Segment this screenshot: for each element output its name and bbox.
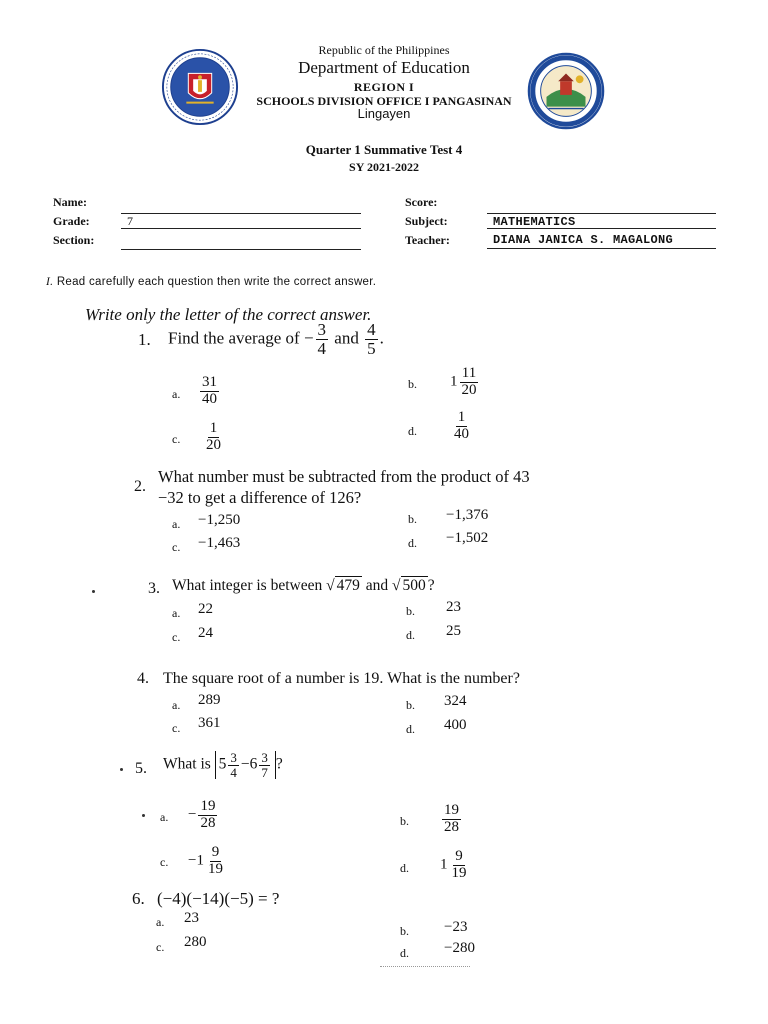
q6-option-c[interactable]: 280: [184, 934, 207, 950]
question-3-number: 3.: [148, 580, 160, 597]
q4-option-b-letter: b.: [406, 698, 415, 712]
q1-option-b-letter: b.: [408, 377, 417, 391]
q5-option-a[interactable]: − $\frac{19}{28}$: [188, 798, 216, 831]
region-line: REGION I: [353, 80, 415, 94]
q2-option-d[interactable]: −1,502: [446, 530, 489, 546]
score-field[interactable]: [487, 199, 716, 213]
q1-option-d[interactable]: $\frac{1}{40}$: [454, 409, 469, 442]
q2-option-a[interactable]: −1,250: [198, 512, 241, 528]
school-year: SY 2021-2022: [349, 160, 419, 174]
scan-dot: [92, 590, 95, 593]
q1-option-b[interactable]: 1 $\frac{11}{20}$: [450, 365, 477, 398]
question-3-text: What integer is between √ 479 and √ 500 ?: [172, 577, 435, 594]
q4-option-c-letter: c.: [172, 721, 181, 735]
scan-edge-line: [380, 966, 470, 967]
question-1-number: 1.: [138, 330, 151, 349]
question-5-text: What is 5 $\frac{3}{4}$ −6 $\frac{3}{7}$ ?: [163, 750, 283, 780]
question-4-number: 4.: [137, 670, 149, 687]
q5-option-a-letter: a.: [160, 810, 169, 824]
town-line: Lingayen: [357, 106, 411, 121]
subject-field[interactable]: MATHEMATICS: [487, 213, 716, 229]
q6-option-b-letter: b.: [400, 924, 409, 938]
name-field[interactable]: [121, 199, 361, 214]
section-field[interactable]: [121, 235, 361, 250]
q2-option-b[interactable]: −1,376: [446, 507, 489, 523]
q4-option-d-letter: d.: [406, 722, 415, 736]
q1-option-c-letter: c.: [172, 432, 181, 446]
questions-scan-area: [70, 296, 640, 964]
question-4-text: The square root of a number is 19. What is the number?: [163, 670, 520, 687]
q1-option-c[interactable]: $\frac{1}{20}$: [206, 420, 221, 453]
q2-option-c[interactable]: −1,463: [198, 535, 241, 551]
question-2-text-line1: What number must be subtracted from the product of 43: [158, 467, 530, 486]
q2-option-a-letter: a.: [172, 517, 181, 531]
q5-option-c-letter: c.: [160, 855, 169, 869]
q1-option-a[interactable]: $\frac{31}{40}$: [202, 374, 217, 407]
q5-option-d[interactable]: 1 $\frac{9}{19}$: [440, 848, 467, 881]
department-title: Department of Education: [298, 58, 470, 77]
q5-option-d-letter: d.: [400, 861, 409, 875]
q4-option-a[interactable]: 289: [198, 692, 221, 708]
republic-line: Republic of the Philippines: [318, 43, 450, 57]
instruction-line: [46, 276, 376, 288]
q5-option-b[interactable]: $\frac{19}{28}$: [444, 802, 459, 835]
q4-option-d[interactable]: 400: [444, 717, 467, 733]
grade-label: Grade:: [53, 214, 90, 228]
division-line: SCHOOLS DIVISION OFFICE I PANGASINAN: [256, 94, 512, 108]
test-title: Quarter 1 Summative Test 4: [305, 142, 463, 157]
teacher-label: Teacher:: [405, 233, 450, 247]
q2-option-d-letter: d.: [408, 536, 417, 550]
q6-option-d-letter: d.: [400, 946, 409, 960]
q5-option-b-letter: b.: [400, 814, 409, 828]
q6-option-a[interactable]: 23: [184, 910, 199, 926]
q6-option-c-letter: c.: [156, 940, 165, 954]
q3-option-a-letter: a.: [172, 606, 181, 620]
q4-option-c[interactable]: 361: [198, 715, 221, 731]
score-label: Score:: [405, 195, 438, 209]
name-label: Name:: [53, 195, 87, 209]
instruction-numeral: I.: [46, 276, 54, 288]
q5-option-c[interactable]: −1 $\frac{9}{19}$: [188, 844, 223, 877]
q3-option-a[interactable]: 22: [198, 601, 213, 617]
q3-option-d[interactable]: 25: [446, 623, 461, 639]
scan-dot: [142, 814, 145, 817]
q6-option-a-letter: a.: [156, 915, 165, 929]
section-label: Section:: [53, 233, 95, 247]
question-6-text: (−4)(−14)(−5) = ?: [157, 889, 280, 908]
q1-option-a-letter: a.: [172, 387, 181, 401]
question-2-number: 2.: [134, 478, 146, 495]
q6-option-b[interactable]: −23: [444, 919, 468, 935]
q3-option-c-letter: c.: [172, 630, 181, 644]
q3-option-c[interactable]: 24: [198, 625, 213, 641]
q4-option-a-letter: a.: [172, 698, 181, 712]
question-5-number: 5.: [135, 760, 147, 777]
q3-option-d-letter: d.: [406, 628, 415, 642]
q6-option-d[interactable]: −280: [444, 940, 475, 956]
q2-option-c-letter: c.: [172, 540, 181, 554]
scan-dot: [120, 768, 123, 771]
q2-option-b-letter: b.: [408, 512, 417, 526]
teacher-field[interactable]: DIANA JANICA S. MAGALONG: [487, 232, 716, 249]
subject-label: Subject:: [405, 214, 448, 228]
grade-field[interactable]: 7: [121, 213, 361, 229]
question-2-text-line2: −32 to get a difference of 126?: [158, 488, 362, 507]
q1-option-d-letter: d.: [408, 424, 417, 438]
question-1-text: Find the average of − $\frac{3}{4}$ and $\frac{4}{5}$ .: [168, 320, 384, 358]
instruction-text: Read carefully each question then write the correct answer.: [56, 276, 377, 288]
directions-text: Write only the letter of the correct answer.: [85, 305, 372, 324]
question-6-number: 6.: [132, 889, 145, 908]
q3-option-b-letter: b.: [406, 604, 415, 618]
q4-option-b[interactable]: 324: [444, 693, 467, 709]
q3-option-b[interactable]: 23: [446, 599, 461, 615]
